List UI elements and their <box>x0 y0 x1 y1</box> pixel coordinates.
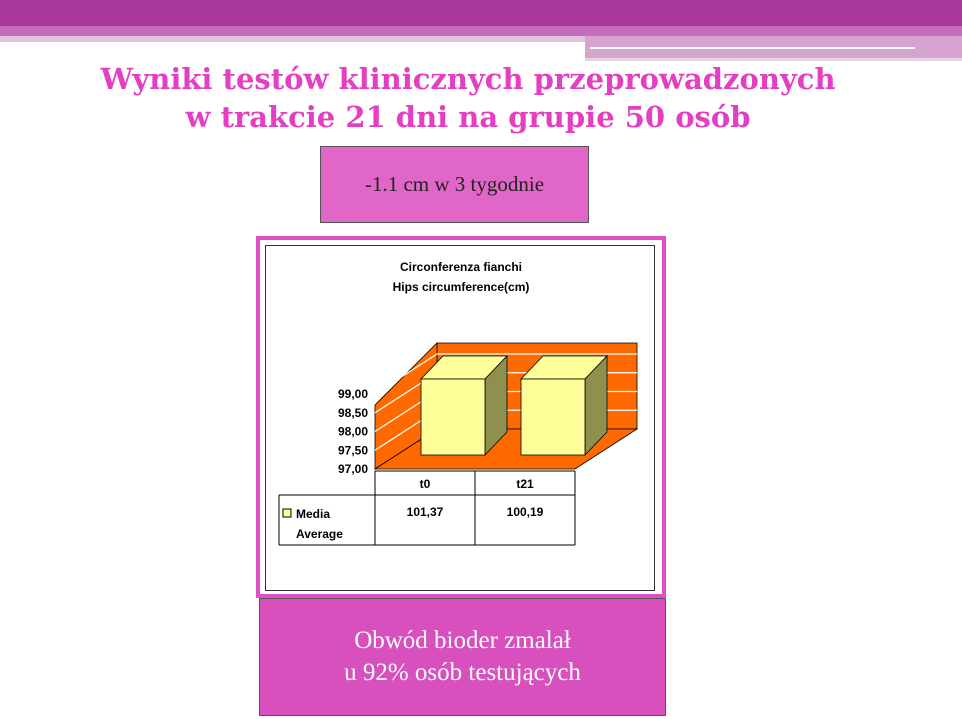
caption-line-1: Obwód bioder zmalał <box>354 627 571 654</box>
table-value-t0: 101,37 <box>406 505 444 519</box>
y-tick-label: 98,50 <box>337 405 368 420</box>
y-axis-ticks <box>338 387 368 476</box>
slide-title-line-1: Wyniki testów klinicznych przeprowadzonych <box>100 62 836 96</box>
y-tick-label: 99,00 <box>337 387 368 401</box>
header-band-light <box>0 36 585 42</box>
y-tick-label: 98,00 <box>337 424 368 439</box>
category-label-t0: t0 <box>419 477 431 491</box>
table-value-t21: 100,19 <box>506 505 544 519</box>
category-label-t21: t21 <box>516 477 534 491</box>
bar-front <box>421 379 485 455</box>
bar-front <box>521 379 585 455</box>
y-tick-label: 97,00 <box>337 462 368 476</box>
result-stat-box <box>320 146 589 223</box>
data-table <box>279 471 575 545</box>
result-caption-box <box>259 598 666 716</box>
header-band-medium <box>0 26 962 36</box>
chart-subtitle: Hips circumference(cm) <box>392 280 530 294</box>
header-band-dark <box>0 0 962 26</box>
legend-series-name-secondary: Average <box>296 527 343 541</box>
legend-swatch <box>283 509 291 517</box>
bar-t0 <box>421 356 507 455</box>
header-divider <box>590 47 915 49</box>
hips-bar-chart <box>265 245 655 591</box>
y-tick-label: 97,50 <box>337 443 368 458</box>
chart-title: Circonferenza fianchi <box>399 260 523 274</box>
caption-line-2: u 92% osób testujących <box>344 659 581 686</box>
slide-title <box>0 60 936 136</box>
legend-series-name: Media <box>296 507 331 521</box>
bar-t21 <box>521 356 607 455</box>
slide-title-line-2: w trakcie 21 dni na grupie 50 osób <box>185 100 751 134</box>
result-stat-text: -1.1 cm w 3 tygodnie <box>364 172 545 196</box>
